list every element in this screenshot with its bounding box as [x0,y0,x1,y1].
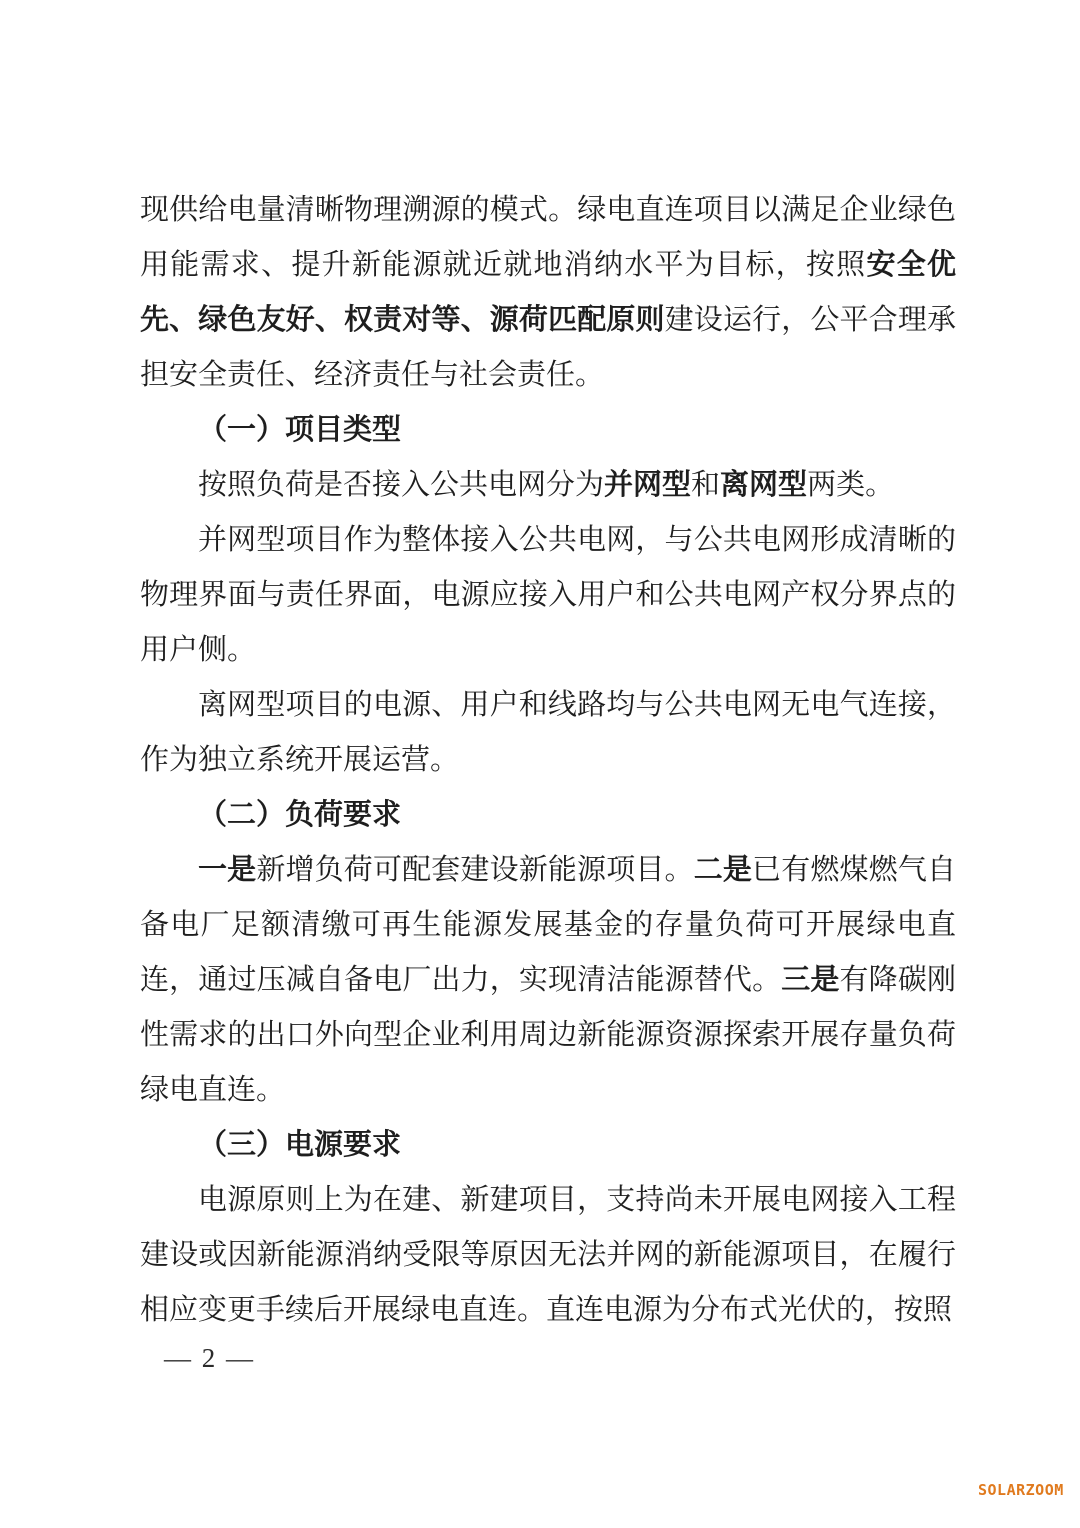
bold-run: （三）电源要求 [198,1129,402,1161]
text-run: 离网型项目的电源、用户和线路均与公共电网无电气连接，作为独立系统开展运营。 [140,689,956,776]
section-heading [140,788,956,843]
section-heading [140,1118,956,1173]
section-heading [140,403,956,458]
text-run: 新增负荷可配套建设新能源项目。 [256,854,694,886]
text-run: 有降碳刚性需求的出口外向型企业利用周边新能源资源探索开展存量负荷绿电直连。 [140,964,956,1106]
document-body [140,183,956,1338]
bold-run: 三是 [781,964,840,996]
text-run: 建设运行，公平合理承担安全责任、经济责任与社会责任。 [140,304,956,391]
bold-run: （一）项目类型 [198,414,402,446]
bold-run: 安全优先、绿色友好、权责对等、源荷匹配原则 [140,249,956,336]
text-run: 两类。 [807,469,895,501]
paragraph [140,183,956,403]
bold-run: 二是 [693,854,753,886]
text-run: 和 [691,469,721,501]
paragraph [140,678,956,788]
watermark-solarzoom: SOLARZOOM [978,1481,1064,1499]
text-run: 按照负荷是否接入公共电网分为 [198,469,605,501]
paragraph [140,843,956,1118]
text-run: 现供给电量清晰物理溯源的模式。绿电直连项目以满足企业绿色用能需求、提升新能源就近就地消纳水平为目标，按照 [140,194,956,281]
text-run: 已有燃煤燃气自备电厂足额清缴可再生能源发展基金的存量负荷可开展绿电直连，通过压减自备电厂出力，实现清洁能源替代。 [140,854,956,996]
bold-run: （二）负荷要求 [198,799,402,831]
bold-run: 一是 [198,854,257,886]
bold-run: 并网型 [604,469,692,501]
paragraph [140,1173,956,1338]
page-number: — 2 — [164,1343,255,1373]
paragraph [140,513,956,678]
bold-run: 离网型 [720,469,808,501]
text-run: 电源原则上为在建、新建项目，支持尚未开展电网接入工程建设或因新能源消纳受限等原因无法并网的新能源项目，在履行相应变更手续后开展绿电直连。直连电源为分布式光伏的，按照 [140,1184,956,1326]
paragraph [140,458,956,513]
text-run: 并网型项目作为整体接入公共电网，与公共电网形成清晰的物理界面与责任界面，电源应接入用户和公共电网产权分界点的用户侧。 [140,524,956,666]
